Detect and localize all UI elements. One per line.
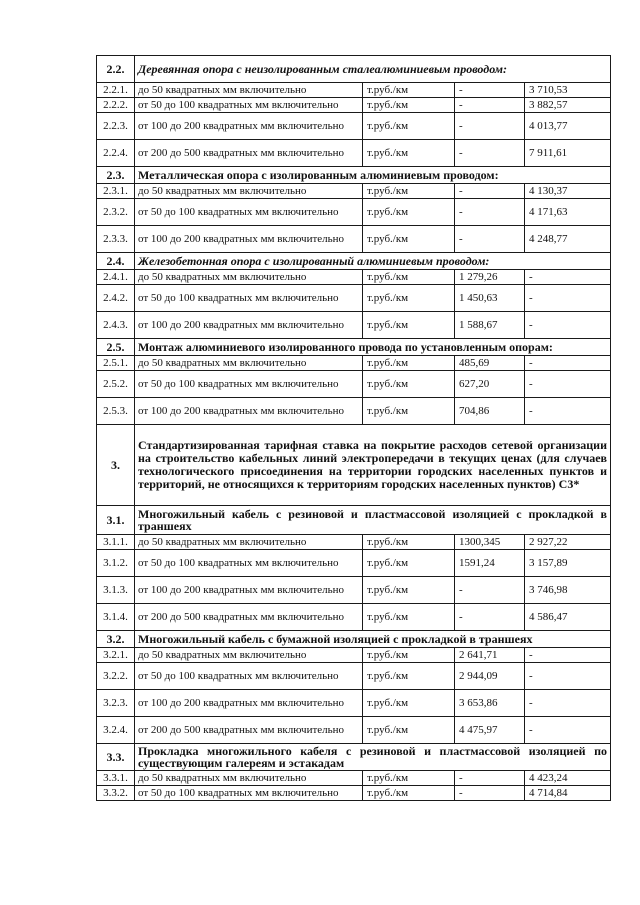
table-row (97, 356, 611, 371)
unit-cell: т.руб./км (363, 356, 455, 371)
value-primary: - (455, 184, 525, 199)
unit-cell: т.руб./км (363, 371, 455, 398)
section-title: Многожильный кабель с резиновой и пластмассовой изоляцией с прокладкой в траншеях (135, 506, 611, 535)
unit-cell: т.руб./км (363, 690, 455, 717)
table-row (97, 285, 611, 312)
tariff-table-body (97, 56, 611, 801)
value-primary: - (455, 199, 525, 226)
row-number: 2.4.3. (97, 312, 135, 339)
table-row (97, 113, 611, 140)
value-secondary: - (525, 663, 611, 690)
section-header-row (97, 506, 611, 535)
item-description: до 50 квадратных мм включительно (135, 648, 363, 663)
unit-cell: т.руб./км (363, 312, 455, 339)
value-primary: 1 450,63 (455, 285, 525, 312)
row-number: 3.2. (97, 631, 135, 648)
row-number: 2.5.1. (97, 356, 135, 371)
value-secondary: 3 157,89 (525, 550, 611, 577)
value-secondary: 4 586,47 (525, 604, 611, 631)
unit-cell: т.руб./км (363, 648, 455, 663)
value-secondary: 7 911,61 (525, 140, 611, 167)
row-number: 2.4.2. (97, 285, 135, 312)
value-secondary: - (525, 648, 611, 663)
row-number: 3.1.4. (97, 604, 135, 631)
unit-cell: т.руб./км (363, 577, 455, 604)
row-number: 2.2.4. (97, 140, 135, 167)
value-primary: - (455, 577, 525, 604)
unit-cell: т.руб./км (363, 113, 455, 140)
value-primary: 4 475,97 (455, 717, 525, 744)
value-primary: - (455, 771, 525, 786)
row-number: 3.1. (97, 506, 135, 535)
row-number: 3.1.3. (97, 577, 135, 604)
row-number: 3.1.2. (97, 550, 135, 577)
unit-cell: т.руб./км (363, 786, 455, 801)
section-header-row (97, 167, 611, 184)
section-header-row (97, 56, 611, 83)
row-number: 3.2.2. (97, 663, 135, 690)
value-primary: - (455, 226, 525, 253)
row-number: 3.1.1. (97, 535, 135, 550)
row-number: 2.2.1. (97, 83, 135, 98)
unit-cell: т.руб./км (363, 398, 455, 425)
section-title: Прокладка многожильного кабеля с резиновой и пластмассовой изоляцией по существующим галереям и эстакадам (135, 744, 611, 771)
tariff-table (96, 55, 611, 801)
value-primary: 627,20 (455, 371, 525, 398)
item-description: до 50 квадратных мм включительно (135, 83, 363, 98)
unit-cell: т.руб./км (363, 717, 455, 744)
section-header-row (97, 253, 611, 270)
value-primary: 1 588,67 (455, 312, 525, 339)
item-description: от 50 до 100 квадратных мм включительно (135, 663, 363, 690)
value-primary: 704,86 (455, 398, 525, 425)
value-secondary: - (525, 285, 611, 312)
section-title: Деревянная опора с неизолированным сталеалюминиевым проводом: (135, 56, 611, 83)
row-number: 2.5.3. (97, 398, 135, 425)
unit-cell: т.руб./км (363, 226, 455, 253)
value-secondary: 2 927,22 (525, 535, 611, 550)
table-row (97, 398, 611, 425)
row-number: 2.4.1. (97, 270, 135, 285)
value-primary: 1591,24 (455, 550, 525, 577)
table-row (97, 771, 611, 786)
value-secondary: 4 130,37 (525, 184, 611, 199)
item-description: от 200 до 500 квадратных мм включительно (135, 140, 363, 167)
item-description: от 200 до 500 квадратных мм включительно (135, 717, 363, 744)
value-secondary: - (525, 398, 611, 425)
table-row (97, 786, 611, 801)
item-description: от 50 до 100 квадратных мм включительно (135, 285, 363, 312)
item-description: от 50 до 100 квадратных мм включительно (135, 550, 363, 577)
item-description: от 100 до 200 квадратных мм включительно (135, 113, 363, 140)
item-description: от 100 до 200 квадратных мм включительно (135, 398, 363, 425)
table-row (97, 184, 611, 199)
row-number: 3.2.4. (97, 717, 135, 744)
value-secondary: 3 882,57 (525, 98, 611, 113)
table-row (97, 535, 611, 550)
item-description: от 50 до 100 квадратных мм включительно (135, 199, 363, 226)
row-number: 2.4. (97, 253, 135, 270)
table-row (97, 312, 611, 339)
table-row (97, 98, 611, 113)
item-description: от 50 до 100 квадратных мм включительно (135, 371, 363, 398)
section-header-row (97, 631, 611, 648)
item-description: от 100 до 200 квадратных мм включительно (135, 577, 363, 604)
table-row (97, 604, 611, 631)
unit-cell: т.руб./км (363, 270, 455, 285)
value-secondary: 4 171,63 (525, 199, 611, 226)
item-description: до 50 квадратных мм включительно (135, 184, 363, 199)
document-page (96, 55, 610, 801)
table-row (97, 199, 611, 226)
unit-cell: т.руб./км (363, 550, 455, 577)
unit-cell: т.руб./км (363, 199, 455, 226)
section-title: Железобетонная опора с изолированный алюминиевым проводом: (135, 253, 611, 270)
value-secondary: - (525, 270, 611, 285)
item-description: от 200 до 500 квадратных мм включительно (135, 604, 363, 631)
item-description: от 100 до 200 квадратных мм включительно (135, 226, 363, 253)
value-secondary: - (525, 356, 611, 371)
table-row (97, 690, 611, 717)
unit-cell: т.руб./км (363, 285, 455, 312)
row-number: 2.5.2. (97, 371, 135, 398)
row-number: 2.2.2. (97, 98, 135, 113)
value-secondary: - (525, 312, 611, 339)
value-primary: 3 653,86 (455, 690, 525, 717)
item-description: до 50 квадратных мм включительно (135, 535, 363, 550)
value-primary: 1300,345 (455, 535, 525, 550)
unit-cell: т.руб./км (363, 663, 455, 690)
section-header-row (97, 339, 611, 356)
row-number: 2.2. (97, 56, 135, 83)
value-secondary: 3 746,98 (525, 577, 611, 604)
row-number: 2.3. (97, 167, 135, 184)
section-title: Монтаж алюминиевого изолированного провода по установленным опорам: (135, 339, 611, 356)
item-description: от 50 до 100 квадратных мм включительно (135, 98, 363, 113)
unit-cell: т.руб./км (363, 98, 455, 113)
section-title: Многожильный кабель с бумажной изоляцией с прокладкой в траншеях (135, 631, 611, 648)
value-secondary: 4 714,84 (525, 786, 611, 801)
value-secondary: 4 248,77 (525, 226, 611, 253)
table-row (97, 371, 611, 398)
section-header-row (97, 425, 611, 506)
row-number: 2.5. (97, 339, 135, 356)
value-primary: 2 944,09 (455, 663, 525, 690)
value-primary: 2 641,71 (455, 648, 525, 663)
row-number: 2.3.1. (97, 184, 135, 199)
value-secondary: - (525, 690, 611, 717)
unit-cell: т.руб./км (363, 604, 455, 631)
item-description: от 50 до 100 квадратных мм включительно (135, 786, 363, 801)
item-description: до 50 квадратных мм включительно (135, 270, 363, 285)
table-row (97, 83, 611, 98)
item-description: от 100 до 200 квадратных мм включительно (135, 312, 363, 339)
value-primary: - (455, 786, 525, 801)
value-secondary: 4 013,77 (525, 113, 611, 140)
section-title: Металлическая опора с изолированным алюминиевым проводом: (135, 167, 611, 184)
table-row (97, 550, 611, 577)
item-description: до 50 квадратных мм включительно (135, 356, 363, 371)
row-number: 3. (97, 425, 135, 506)
value-secondary: - (525, 717, 611, 744)
value-secondary: 3 710,53 (525, 83, 611, 98)
row-number: 3.2.3. (97, 690, 135, 717)
value-secondary: - (525, 371, 611, 398)
row-number: 2.3.2. (97, 199, 135, 226)
row-number: 3.2.1. (97, 648, 135, 663)
value-primary: 485,69 (455, 356, 525, 371)
table-row (97, 717, 611, 744)
value-primary: - (455, 113, 525, 140)
value-secondary: 4 423,24 (525, 771, 611, 786)
row-number: 3.3.2. (97, 786, 135, 801)
section-header-row (97, 744, 611, 771)
unit-cell: т.руб./км (363, 771, 455, 786)
table-row (97, 270, 611, 285)
unit-cell: т.руб./км (363, 184, 455, 199)
value-primary: 1 279,26 (455, 270, 525, 285)
table-row (97, 226, 611, 253)
value-primary: - (455, 98, 525, 113)
row-number: 3.3.1. (97, 771, 135, 786)
row-number: 2.3.3. (97, 226, 135, 253)
value-primary: - (455, 140, 525, 167)
table-row (97, 648, 611, 663)
value-primary: - (455, 83, 525, 98)
item-description: от 100 до 200 квадратных мм включительно (135, 690, 363, 717)
table-row (97, 577, 611, 604)
unit-cell: т.руб./км (363, 83, 455, 98)
unit-cell: т.руб./км (363, 535, 455, 550)
section-title: Стандартизированная тарифная ставка на покрытие расходов сетевой организации на строительство кабельных линий электропередачи в текущих ценах (для случаев технологического присоединения на территории городских населенных пунктов и территорий, не относящихся к территориям городских населенных пунктов) С3* (135, 425, 611, 506)
unit-cell: т.руб./км (363, 140, 455, 167)
value-primary: - (455, 604, 525, 631)
item-description: до 50 квадратных мм включительно (135, 771, 363, 786)
table-row (97, 140, 611, 167)
row-number: 3.3. (97, 744, 135, 771)
table-row (97, 663, 611, 690)
row-number: 2.2.3. (97, 113, 135, 140)
